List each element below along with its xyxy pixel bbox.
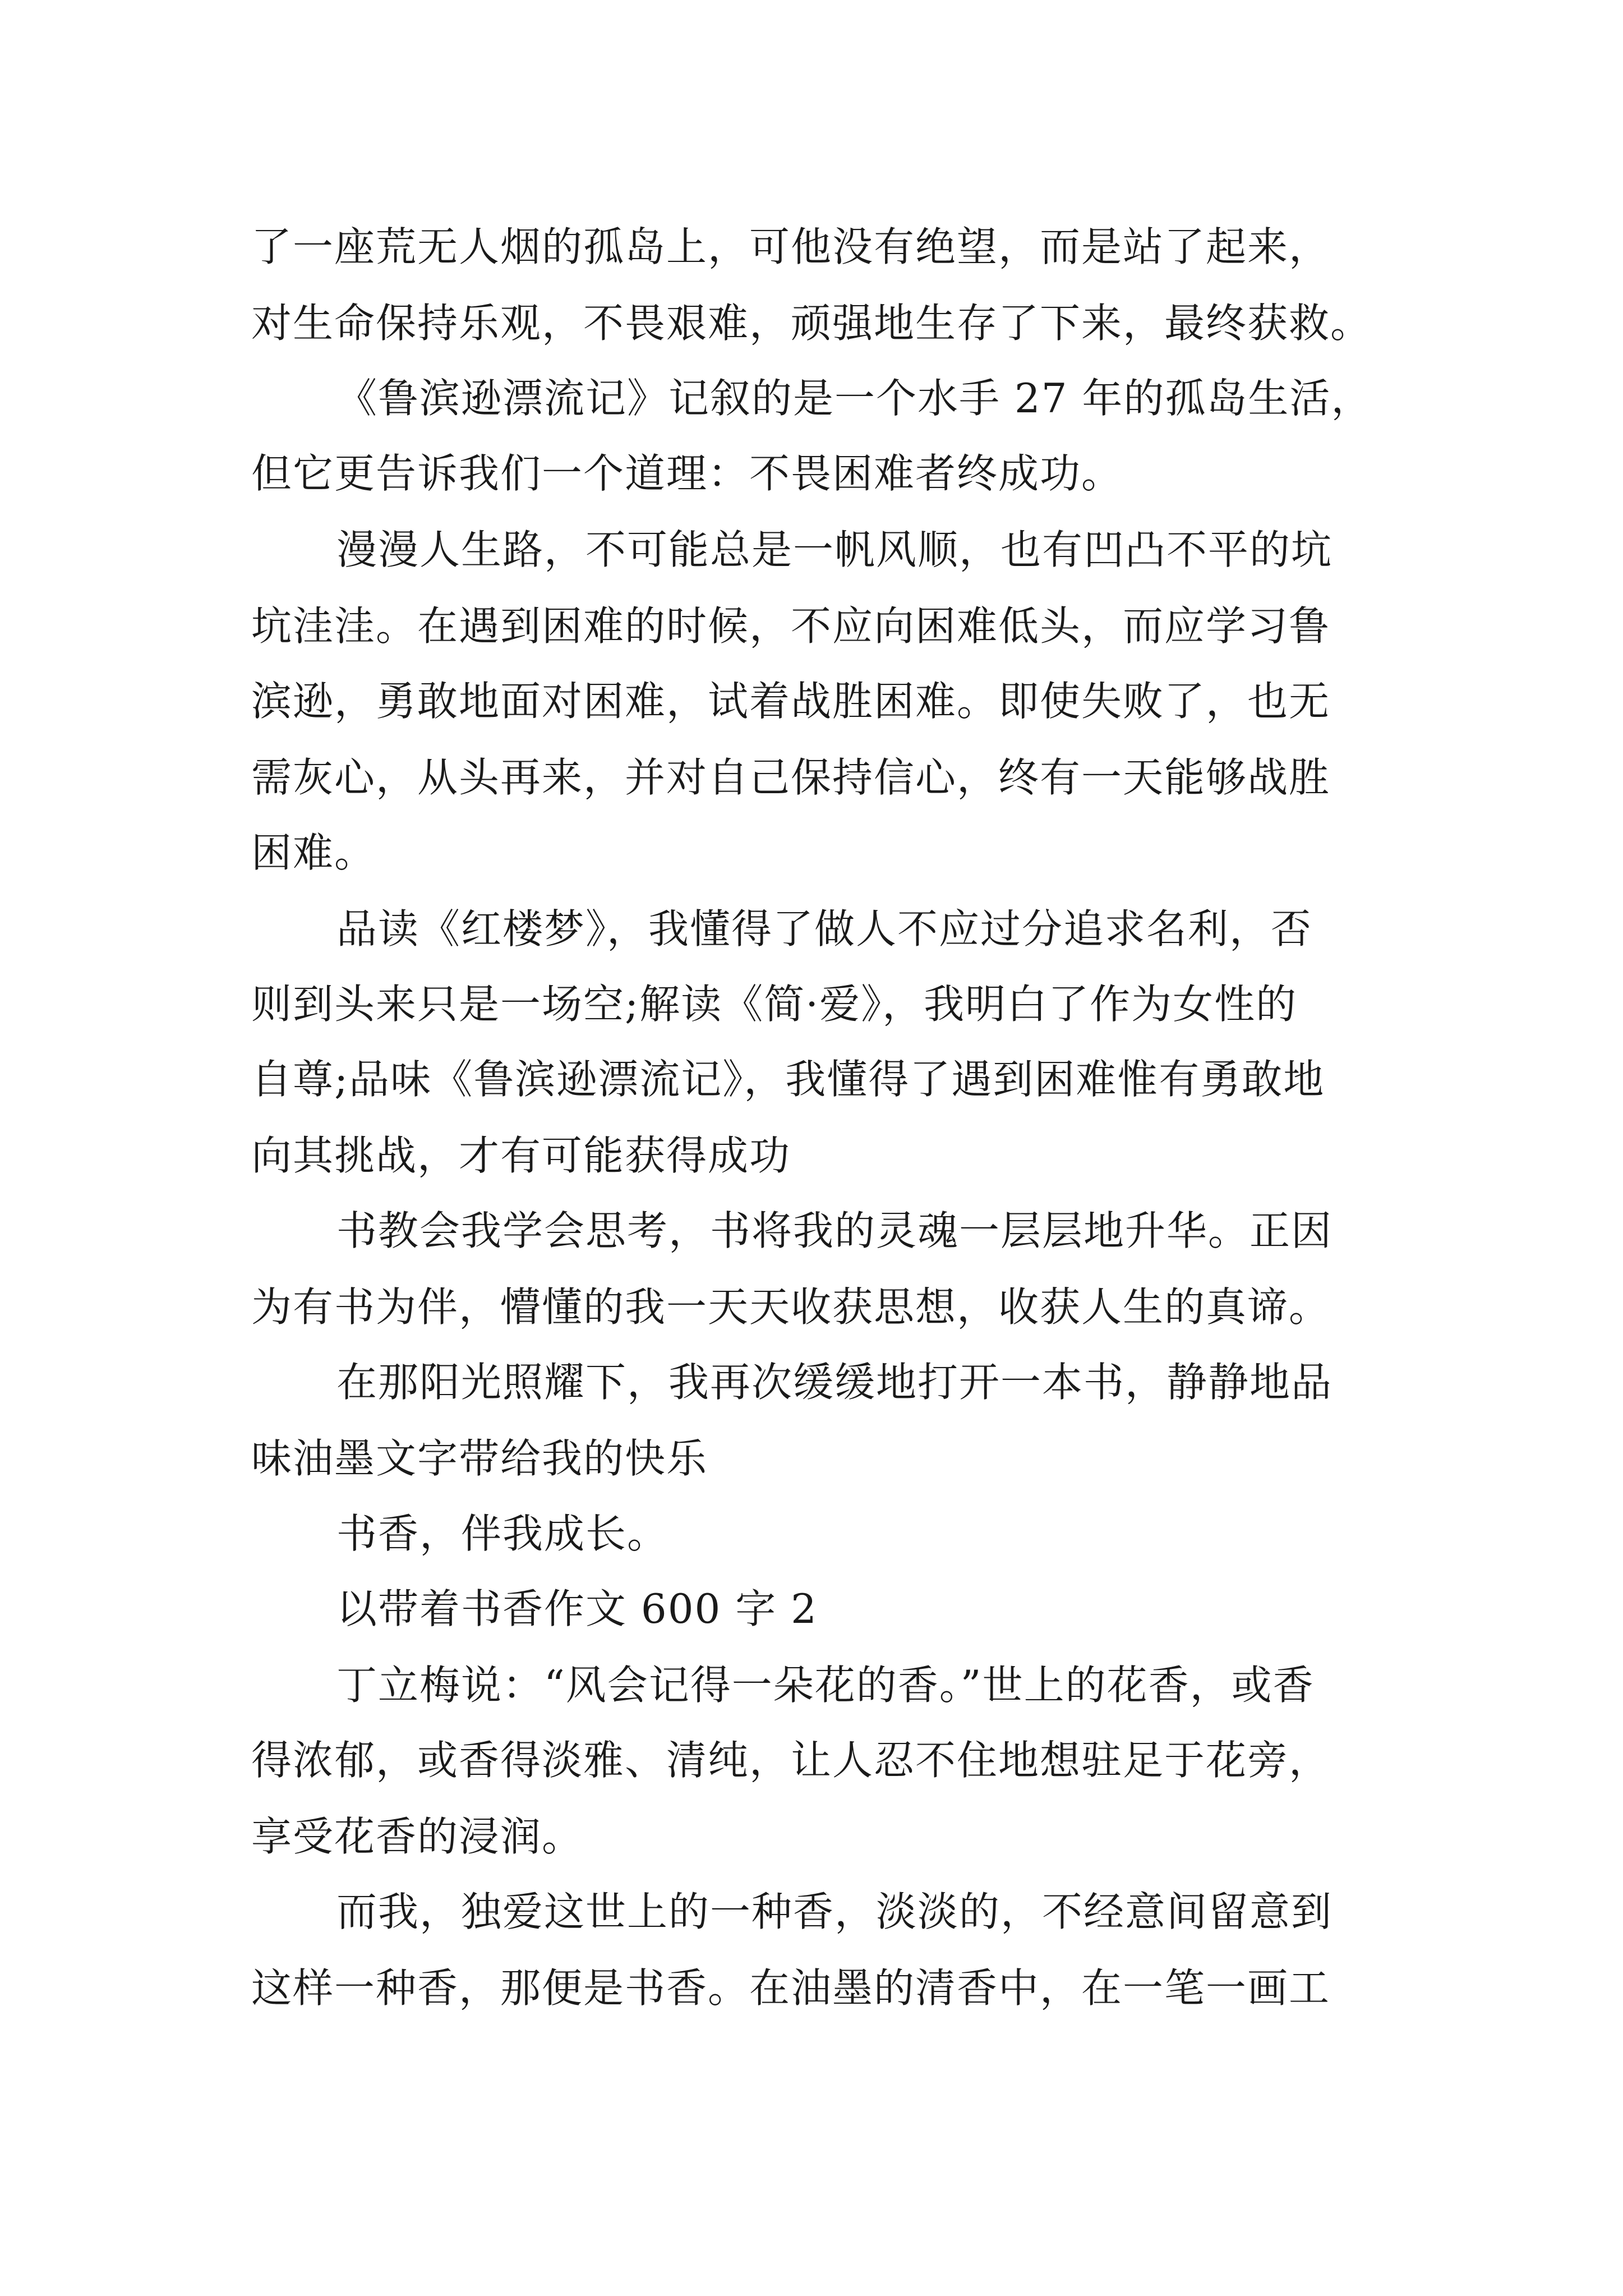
paragraph-line: 在那阳光照耀下，我再次缓缓地打开一本书，静静地品	[336, 1359, 1333, 1406]
text-line: 了一座荒无人烟的孤岛上，可他没有绝望，而是站了起来，	[251, 223, 1331, 270]
text-line: 但它更告诉我们一个道理：不畏困难者终成功。	[251, 450, 1123, 497]
paragraph-line: 品读《红楼梦》，我懂得了做人不应过分追求名利，否	[336, 905, 1313, 953]
section-heading: 以带着书香作文 600 字 2	[336, 1585, 818, 1632]
text-line: 对生命保持乐观，不畏艰难，顽强地生存了下来，最终获救。	[251, 300, 1372, 347]
paragraph-line: 书教会我学会思考，书将我的灵魂一层层地升华。正因	[336, 1207, 1333, 1254]
text-line: 得浓郁，或香得淡雅、清纯，让人忍不住地想驻足于花旁，	[251, 1737, 1331, 1784]
text-line: 为有书为伴，懵懂的我一天天收获思想，收获人生的真谛。	[251, 1283, 1331, 1331]
text-line: 坑洼洼。在遇到困难的时候，不应向困难低头，而应学习鲁	[251, 602, 1331, 650]
text-line: 需灰心，从头再来，并对自己保持信心，终有一天能够战胜	[251, 754, 1331, 801]
text-line: 困难。	[251, 829, 376, 876]
paragraph-line: 漫漫人生路，不可能总是一帆风顺，也有凹凸不平的坑	[336, 526, 1333, 573]
paragraph-line: 书香，伴我成长。	[336, 1510, 669, 1557]
text-line: 则到头来只是一场空;解读《简·爱》，我明白了作为女性的	[251, 981, 1298, 1028]
text-line: 这样一种香，那便是书香。在油墨的清香中，在一笔一画工	[251, 1964, 1331, 2012]
text-line: 享受花香的浸润。	[251, 1813, 584, 1860]
paragraph-line: 而我，独爱这世上的一种香，淡淡的，不经意间留意到	[336, 1888, 1333, 1935]
text-line: 向其挑战，才有可能获得成功	[251, 1132, 791, 1179]
text-line: 味油墨文字带给我的快乐	[251, 1435, 708, 1482]
text-line: 滨逊，勇敢地面对困难，试着战胜困难。即使失败了，也无	[251, 678, 1331, 725]
paragraph-line: 《鲁滨逊漂流记》记叙的是一个水手 27 年的孤岛生活，	[336, 375, 1373, 422]
text-line: 自尊;品味《鲁滨逊漂流记》，我懂得了遇到困难惟有勇敢地	[251, 1056, 1325, 1103]
paragraph-line: 丁立梅说：“风会记得一朵花的香。”世上的花香，或香	[336, 1662, 1315, 1709]
